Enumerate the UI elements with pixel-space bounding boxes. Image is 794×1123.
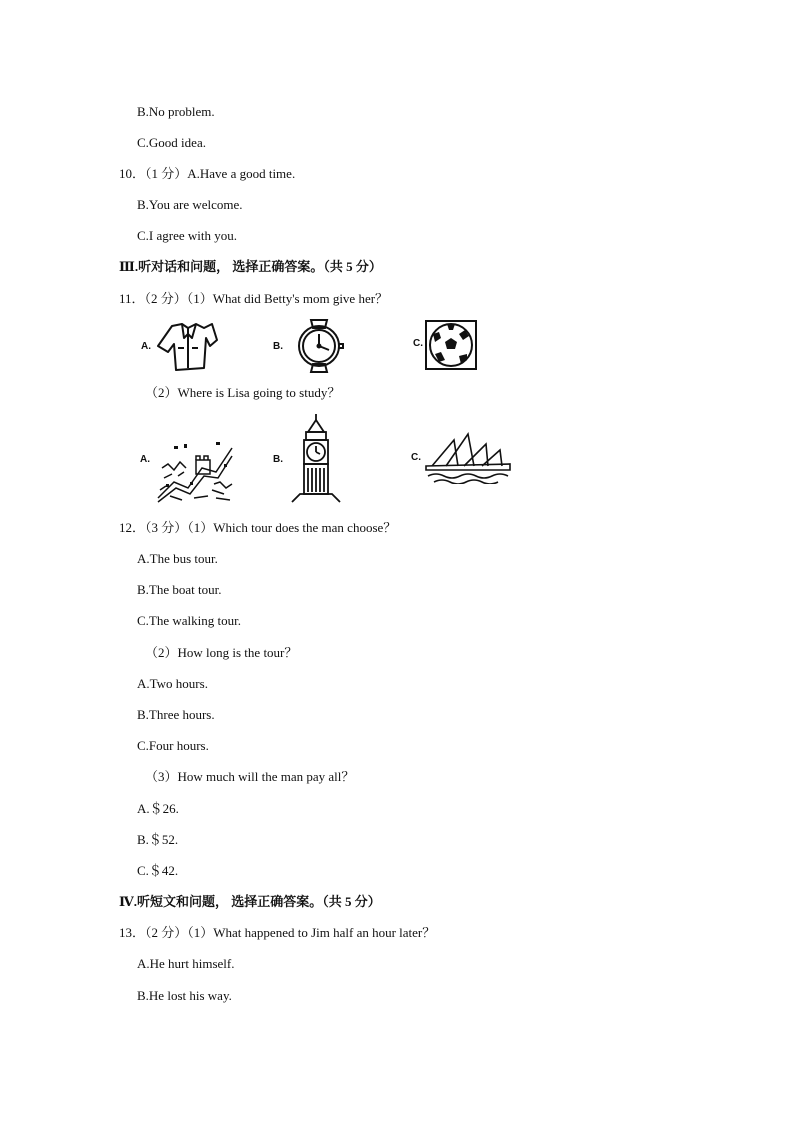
q12-2-option-c: C.Four hours. bbox=[137, 738, 209, 753]
q12-2-option-b: B.Three hours. bbox=[137, 707, 215, 722]
q13-option-a: A.He hurt himself. bbox=[137, 956, 235, 971]
jacket-icon bbox=[154, 320, 218, 372]
q9-option-c: C.Good idea. bbox=[137, 135, 206, 150]
q12-3-option-c: C.＄42. bbox=[137, 863, 179, 878]
q11-sub2: （2）Where is Lisa going to study？ bbox=[145, 385, 341, 400]
q13-stem: 13．（2 分）（1）What happened to Jim half an hour later？ bbox=[119, 925, 436, 940]
section-3-heading: Ⅲ.听对话和问题， 选择正确答案。（共 5 分） bbox=[119, 259, 382, 274]
section-4-heading: Ⅳ.听短文和问题， 选择正确答案。（共 5 分） bbox=[119, 894, 381, 909]
q11-2-label-a: A. bbox=[140, 454, 150, 465]
q12-sub3: （3）How much will the man pay all？ bbox=[145, 769, 355, 784]
q12-1-option-b: B.The boat tour. bbox=[137, 582, 222, 597]
q10-stem: 10．（1 分）A.Have a good time. bbox=[119, 166, 296, 181]
q12-1-option-a: A.The bus tour. bbox=[137, 551, 218, 566]
q12-1-option-c: C.The walking tour. bbox=[137, 613, 241, 628]
q11-2-label-c: C. bbox=[411, 452, 421, 463]
q11-stem: 11．（2 分）（1）What did Betty's mom give her？ bbox=[119, 291, 389, 306]
q12-sub2: （2）How long is the tour？ bbox=[145, 645, 298, 660]
great-wall-icon bbox=[154, 438, 236, 504]
q9-option-b: B.No problem. bbox=[137, 104, 215, 119]
watch-icon bbox=[291, 318, 347, 374]
q13-option-b: B.He lost his way. bbox=[137, 988, 232, 1003]
soccer-ball-icon bbox=[425, 320, 477, 370]
big-ben-icon bbox=[288, 412, 344, 504]
q12-3-option-b: B.＄52. bbox=[137, 832, 179, 847]
q12-2-option-a: A.Two hours. bbox=[137, 676, 208, 691]
q11-1-label-c: C. bbox=[413, 338, 423, 349]
q12-stem: 12．（3 分）（1）Which tour does the man choose？ bbox=[119, 520, 397, 535]
q10-option-b: B.You are welcome. bbox=[137, 197, 243, 212]
sydney-opera-house-icon bbox=[424, 428, 512, 484]
q10-option-c: C.I agree with you. bbox=[137, 228, 238, 243]
q12-3-option-a: A.＄26. bbox=[137, 801, 179, 816]
q11-2-label-b: B. bbox=[273, 454, 283, 465]
q11-1-label-a: A. bbox=[141, 341, 151, 352]
q11-1-label-b: B. bbox=[273, 341, 283, 352]
